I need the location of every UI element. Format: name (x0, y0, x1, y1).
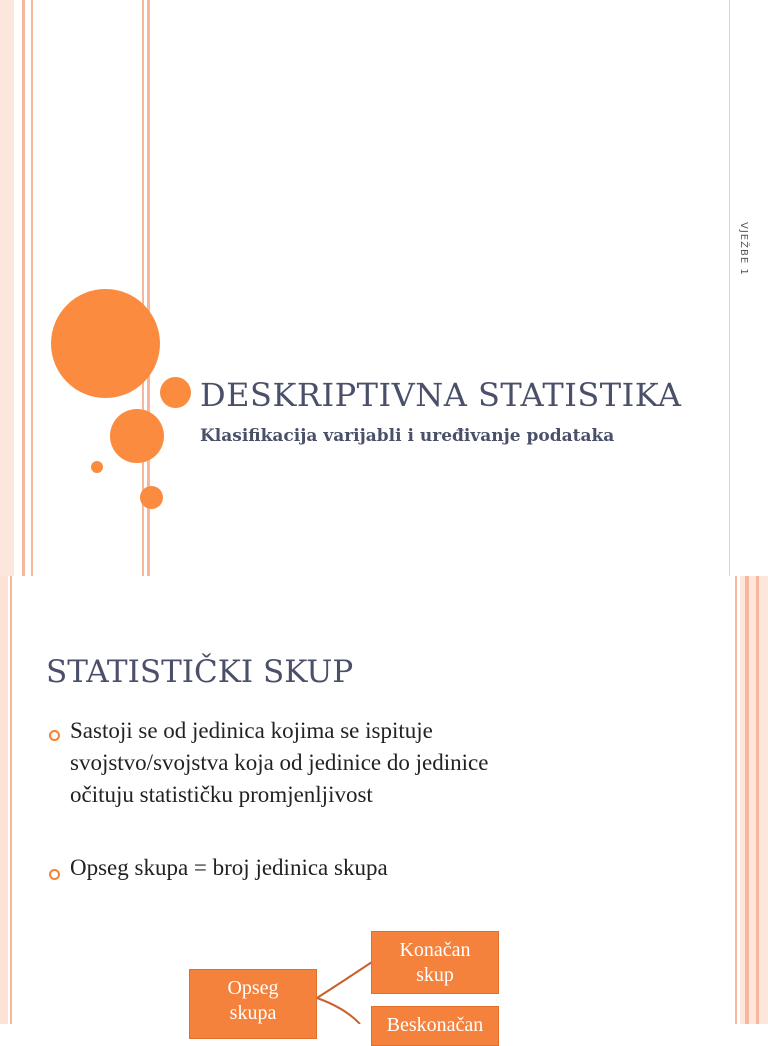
slide-heading: STATISTIČKI SKUP (46, 654, 354, 690)
box-line: skup (416, 964, 454, 986)
box-line: Beskonačan (386, 1014, 484, 1036)
bullet-line: Sastoji se od jedinica kojima se ispituje (70, 718, 433, 743)
box-line: Konačan (399, 939, 471, 961)
connector-line (317, 962, 372, 998)
connector-line (317, 998, 360, 1024)
bullet-line: očituju statističku promjenljivost (70, 782, 373, 807)
side-label: VJEŽBE 1 (738, 222, 749, 276)
diagram-box-finite (371, 931, 499, 994)
box-line: skupa (229, 1002, 277, 1024)
bullet-line: Opseg skupa = broj jedinica skupa (70, 855, 388, 880)
slide-title: DESKRIPTIVNA STATISTIKA (200, 376, 682, 414)
diagram-box-root (189, 969, 317, 1039)
diagram-box-infinite (371, 1006, 499, 1046)
box-line: Opseg (227, 977, 279, 999)
slide-subtitle: Klasifikacija varijabli i uređivanje podataka (200, 426, 615, 446)
bullet-line: svojstvo/svojstva koja od jedinice do jedinice (70, 750, 489, 775)
